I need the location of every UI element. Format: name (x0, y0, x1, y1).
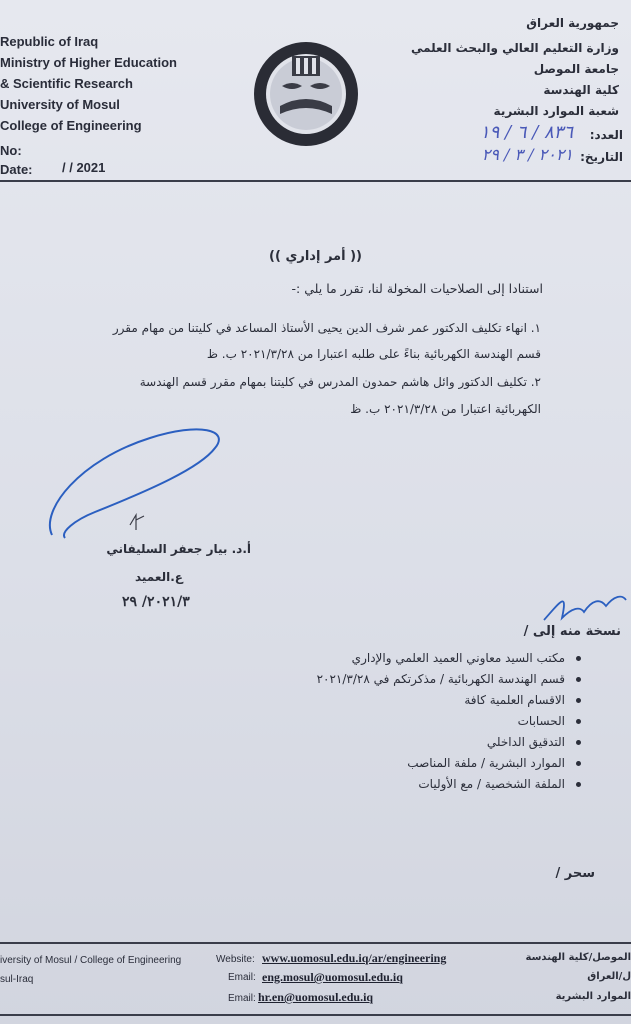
copies-list (221, 648, 581, 795)
order-intro: استنادا إلى الصلاحيات المخولة لنا، تقرر ما يلي :- (291, 281, 543, 296)
header-ar-line-1: جمهورية العراق (526, 16, 619, 30)
typist-initials: سحر / (555, 866, 595, 881)
order-item-2-line-1: ٢. تكليف الدكتور وائل هاشم حمدون المدرس في كليتنا بمهام مقرر قسم الهندسة (139, 375, 541, 389)
order-item-1-line-2: قسم الهندسة الكهربائية بناءً على طلبه اعتبارا من ٢٠٢١/٣/٢٨ ب. ظ (206, 347, 541, 361)
ar-number-label: العدد: (589, 128, 623, 142)
order-item-1-line-1: ١. انهاء تكليف الدكتور عمر شرف الدين يحيى الأستاذ المساعد في كليتنا من مهام مقرر (112, 321, 541, 335)
header-en-line-3: & Scientific Research (0, 76, 133, 91)
list-item: التدقيق الداخلي (221, 732, 581, 753)
list-item: الملفة الشخصية / مع الأوليات (221, 774, 581, 795)
header-en-line-2: Ministry of Higher Education (0, 55, 177, 70)
ar-number-value: ٨٣٦ / ٦ / ١٩ (479, 122, 573, 143)
website-link[interactable]: www.uomosul.edu.iq/ar/engineering (262, 951, 447, 965)
website-label: Website: (216, 954, 255, 965)
bullet-icon (576, 740, 581, 745)
order-title: (( أمر إداري )) (269, 249, 362, 264)
handwritten-initials-mark (540, 582, 630, 627)
footer-ar-line-2: ل/العراق (587, 971, 631, 982)
bullet-icon (576, 719, 581, 724)
email-link-1[interactable]: eng.mosul@uomosul.edu.iq (262, 970, 403, 984)
footer-en-line-1: iversity of Mosul / College of Engineering (0, 955, 182, 966)
header-divider (0, 180, 631, 182)
header-en-line-5: College of Engineering (0, 118, 142, 133)
header-en-line-4: University of Mosul (0, 97, 120, 112)
bullet-icon (576, 698, 581, 703)
email-label-1: Email: (228, 972, 256, 983)
copies-heading: نسخة منه إلى / (523, 624, 621, 639)
footer-divider (0, 942, 631, 944)
list-item: مكتب السيد معاوني العميد العلمي والإداري (221, 648, 581, 669)
header-ar-line-2: وزارة التعليم العالي والبحث العلمي (410, 41, 619, 55)
footer-bottom-rule (0, 1014, 631, 1016)
footer-ar-line-3: الموارد البشرية (555, 991, 631, 1002)
date-label: Date: (0, 162, 33, 177)
no-label: No: (0, 143, 22, 158)
list-item: الموارد البشرية / ملفة المناصب (221, 753, 581, 774)
signatory-title: ع.العميد (134, 570, 183, 584)
email-label-2: Email: (228, 993, 256, 1004)
signature-date: ٢٠٢١/٣/ ٢٩ (122, 594, 190, 610)
email-link-2[interactable]: hr.en@uomosul.edu.iq (258, 990, 374, 1004)
signatory-name: أ.د. بيار جعفر السليفاني (106, 542, 251, 556)
ar-date-label: التاريخ: (580, 150, 623, 164)
bullet-icon (576, 656, 581, 661)
header-ar-line-3: جامعة الموصل (533, 62, 619, 76)
list-item: الاقسام العلمية كافة (221, 690, 581, 711)
order-item-2-line-2: الكهربائية اعتبارا من ٢٠٢١/٣/٢٨ ب. ظ (350, 402, 541, 416)
bullet-icon (576, 782, 581, 787)
header-ar-line-5: شعبة الموارد البشرية (493, 104, 619, 118)
header-en-line-1: Republic of Iraq (0, 34, 99, 49)
list-item: الحسابات (221, 711, 581, 732)
header-ar-line-4: كلية الهندسة (543, 83, 619, 97)
footer-ar-line-1: الموصل/كلية الهندسة (525, 952, 631, 963)
ar-date-value: ٢٠٢١ / ٣ / ٢٩ (481, 145, 573, 164)
footer-en-line-2: sul-Iraq (0, 974, 34, 985)
date-value: / / 2021 (62, 160, 106, 175)
university-seal-logo (252, 40, 360, 148)
list-item: قسم الهندسة الكهربائية / مذكرتكم في ٢٠٢١/٣/٢٨ (221, 669, 581, 690)
bullet-icon (576, 761, 581, 766)
handwritten-signature (40, 420, 240, 550)
bullet-icon (576, 677, 581, 682)
